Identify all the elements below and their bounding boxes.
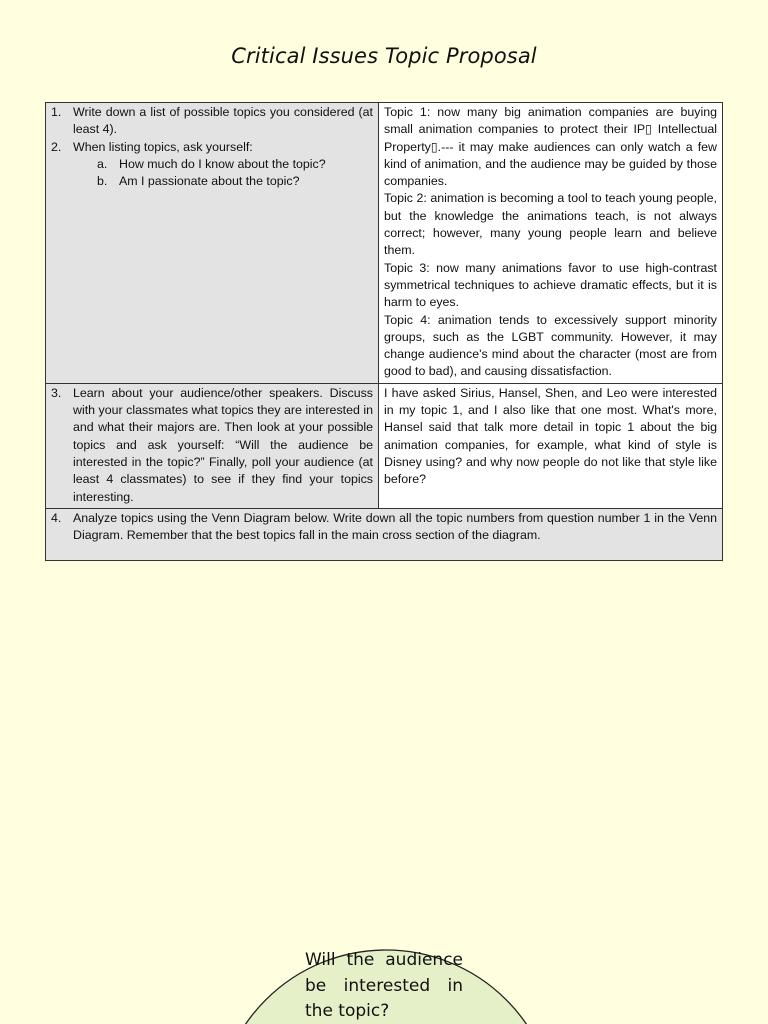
audience-answer-cell[interactable] <box>379 383 723 508</box>
item-number: 2. <box>51 139 62 154</box>
list-item <box>51 104 373 139</box>
audience-answer-text: I have asked Sirius, Hansel, Shen, and Leo were interested in my topic 1, and I also like that one most. What's more, Hansel said that talk more detail in topic 1 about the big animation companies, for example, what kind of style is Disney using? and why now people do not like that style like before? <box>384 385 717 487</box>
list-item <box>51 385 373 506</box>
venn-circle-label: Will the audience be interested in the topic? <box>305 950 463 1021</box>
proposal-table <box>45 102 723 561</box>
instructions-cell <box>46 103 379 384</box>
item-text: Am I passionate about the topic? <box>119 174 300 189</box>
sub-list-item <box>51 173 373 190</box>
page-title: Critical Issues Topic Proposal <box>231 44 537 68</box>
item-text: Analyze topics using the Venn Diagram below. Write down all the topic numbers from question number 1 in the Venn Diagram. Remember that the best topics fall in the main cross section of the diagram. <box>73 510 717 543</box>
sub-list-item <box>51 156 373 173</box>
item-number: 3. <box>51 385 62 400</box>
topic-1-text: Topic 1: now many big animation companies are buying small animation companies to protect their IP▯ Intellectual Property▯.--- it may make audiences can only watch a few kind of animation, and the audience may be guided by those companies. <box>384 105 717 189</box>
item-text: How much do I know about the topic? <box>119 156 326 171</box>
topic-4-text: Topic 4: animation tends to excessively support minority groups, such as the LGBT community. However, it may change audience's mind about the character (most are from good to bad), and causing dissatisfaction. <box>384 312 717 379</box>
list-item <box>51 139 373 156</box>
table-row <box>46 508 723 560</box>
topics-answer-cell[interactable] <box>379 103 723 384</box>
topic-3-text: Topic 3: now many animations favor to use high-contrast symmetrical techniques to achieve dramatic effects, but it is harm to eyes. <box>384 260 717 310</box>
item-number: b. <box>97 174 108 189</box>
item-number: a. <box>97 156 108 171</box>
venn-instructions-cell <box>46 508 723 560</box>
topic-2-text: Topic 2: animation is becoming a tool to teach young people, but the knowledge the animations teach, is not always correct; however, many young people learn and believe them. <box>384 191 717 258</box>
item-text: Write down a list of possible topics you considered (at least 4). <box>73 105 373 137</box>
table-row <box>46 103 723 384</box>
table-row <box>46 383 723 508</box>
item-number: 4. <box>51 510 62 525</box>
item-text: Learn about your audience/other speakers. Discuss with your classmates what topics they are interested in and what their majors are. Then look at your possible topics and ask yourself: “Will the audience be interested in the topic?” Finally, poll your audience (at least 4 classmates) to see if they find your topics interesting. <box>73 385 373 504</box>
item-text: When listing topics, ask yourself: <box>73 139 253 154</box>
instructions-cell <box>46 383 379 508</box>
item-number: 1. <box>51 105 62 119</box>
list-item <box>51 510 717 545</box>
